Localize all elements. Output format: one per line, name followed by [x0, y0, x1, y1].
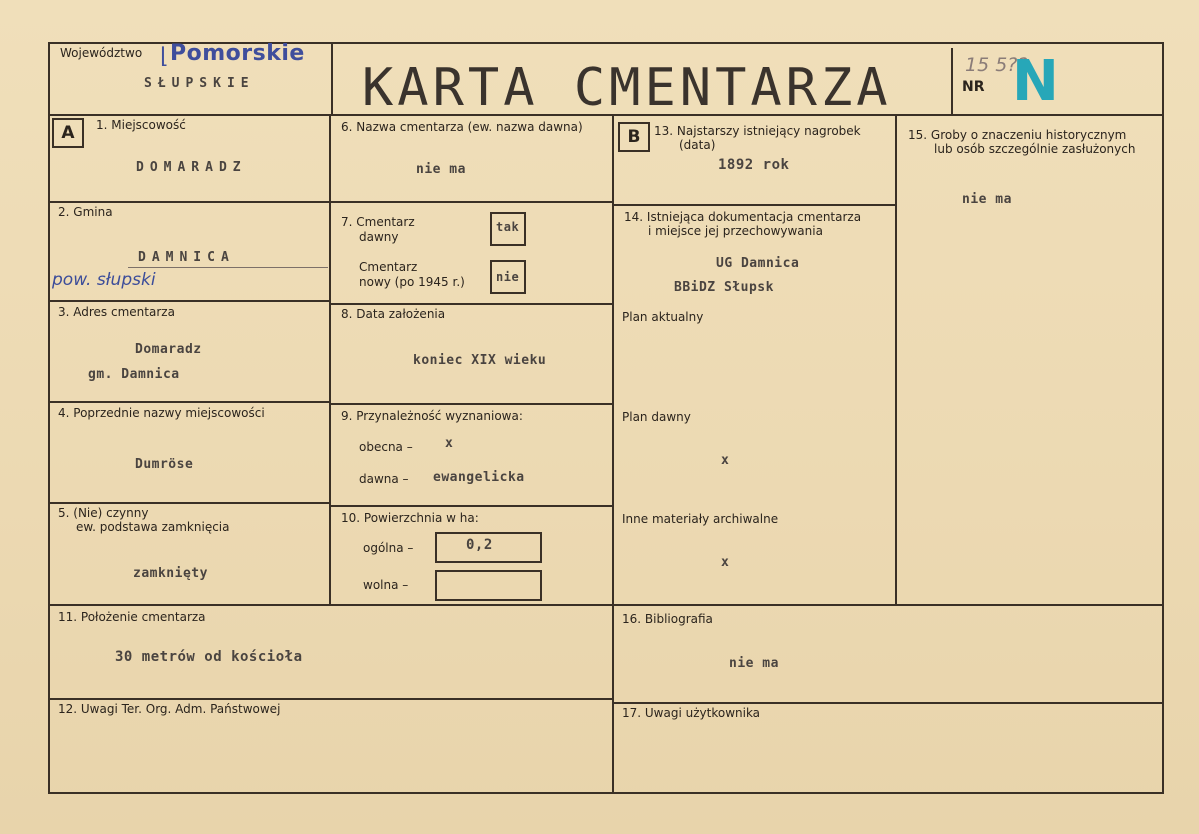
f12-label: 12. Uwagi Ter. Org. Adm. Państwowej [58, 702, 281, 716]
wojewodztwo-typed: SŁUPSKIE [144, 76, 255, 91]
f15-label-line2: lub osób szczególnie zasłużonych [934, 142, 1136, 156]
f1-value: DOMARADZ [136, 160, 247, 175]
f16-label: 16. Bibliografia [622, 612, 713, 626]
wojewodztwo-label: Województwo [60, 46, 143, 60]
row-line-a1 [48, 201, 331, 203]
f10-ogolna-label: ogólna – [363, 541, 414, 555]
plan-dawny-label: Plan dawny [622, 410, 691, 424]
col-divider-2 [612, 114, 614, 794]
f13-value: 1892 rok [718, 157, 790, 173]
f10-ogolna-value: 0,2 [466, 537, 493, 553]
f13-label-line2: (data) [679, 138, 716, 152]
frame-right [1162, 42, 1164, 794]
wojewodztwo-stamp: Pomorskie [170, 41, 305, 66]
nr-label: NR [962, 79, 985, 95]
row-line-11-12 [48, 698, 614, 700]
f15-label-line1: 15. Groby o znaczeniu historycznym [908, 128, 1127, 142]
f9-label: 9. Przynależność wyznaniowa: [341, 409, 523, 423]
row-line-b4 [331, 505, 614, 507]
stamp-bracket: ⌊ [160, 44, 169, 69]
f3-value-line2: gm. Damnica [88, 367, 180, 382]
f7-dawny-value: tak [496, 220, 520, 234]
f15-value: nie ma [962, 192, 1012, 207]
row-line-b1 [331, 201, 614, 203]
f10-wolna-box [435, 570, 542, 601]
section-b-badge: B [618, 122, 650, 152]
f9-dawna-value: ewangelicka [433, 470, 525, 485]
f2-label: 2. Gmina [58, 205, 113, 219]
f7-label-line4: nowy (po 1945 r.) [359, 275, 465, 289]
row-line-a3 [48, 401, 331, 403]
f4-label: 4. Poprzednie nazwy miejscowości [58, 406, 265, 420]
f8-value: koniec XIX wieku [413, 353, 547, 368]
header-divider-right [951, 48, 953, 116]
f1-label: 1. Miejscowość [96, 118, 186, 132]
f3-label: 3. Adres cmentarza [58, 305, 175, 319]
f9-obecna-label: obecna – [359, 440, 413, 454]
f5-value: zamknięty [133, 566, 208, 581]
f8-label: 8. Data założenia [341, 307, 446, 321]
f7-nowy-value: nie [496, 270, 520, 284]
f2-value: DAMNICA [138, 250, 235, 265]
f7-label-line2: dawny [359, 230, 399, 244]
f10-wolna-label: wolna – [363, 578, 409, 592]
col-divider-1 [329, 114, 331, 604]
f6-value: nie ma [416, 162, 466, 177]
f5-label-line2: ew. podstawa zamknięcia [76, 520, 230, 534]
f14-label-line2: i miejsce jej przechowywania [648, 224, 823, 238]
nr-pencil-number: 15 5?? [965, 54, 1028, 76]
f14-value-line1: UG Damnica [716, 256, 800, 271]
row-line-a4 [48, 502, 331, 504]
f14-value-line2: BBiDZ Słupsk [674, 280, 774, 295]
page-title: KARTA CMENTARZA [362, 58, 892, 118]
f11-label: 11. Położenie cmentarza [58, 610, 206, 624]
row-line-b3 [331, 403, 614, 405]
plan-dawny-value: x [721, 453, 730, 468]
row-line-c1 [614, 204, 897, 206]
nr-value: N [1012, 49, 1059, 114]
col-divider-3 [895, 114, 897, 604]
row-line-16-17 [614, 702, 1164, 704]
f11-value: 30 metrów od kościoła [115, 649, 303, 665]
frame-left [48, 42, 50, 794]
f4-value: Dumröse [135, 457, 194, 472]
f16-value: nie ma [729, 656, 779, 671]
f3-value-line1: Domaradz [135, 342, 202, 357]
f2-handwritten: pow. słupski [52, 270, 156, 290]
row-line-b2 [331, 303, 614, 305]
f9-dawna-label: dawna – [359, 472, 409, 486]
f14-label-line1: 14. Istniejąca dokumentacja cmentarza [624, 210, 862, 224]
f9-obecna-value: x [445, 436, 454, 451]
inne-materialy-label: Inne materiały archiwalne [622, 512, 779, 526]
f13-label-line1: 13. Najstarszy istniejący nagrobek [654, 124, 861, 138]
frame-bottom [48, 792, 1164, 794]
row-line-a2 [48, 300, 331, 302]
f2-underline [128, 267, 328, 268]
f7-label-line3: Cmentarz [359, 260, 418, 274]
plan-aktualny-label: Plan aktualny [622, 310, 704, 324]
f7-label-line1: 7. Cmentarz [341, 215, 415, 229]
f6-label: 6. Nazwa cmentarza (ew. nazwa dawna) [341, 120, 583, 134]
f17-label: 17. Uwagi użytkownika [622, 706, 761, 720]
section-a-badge: A [52, 118, 84, 148]
f10-label: 10. Powierzchnia w ha: [341, 511, 479, 525]
row-line-main-bottom [48, 604, 1164, 606]
header-divider-left [331, 42, 333, 116]
inne-materialy-value: x [721, 555, 730, 570]
f5-label-line1: 5. (Nie) czynny [58, 506, 149, 520]
